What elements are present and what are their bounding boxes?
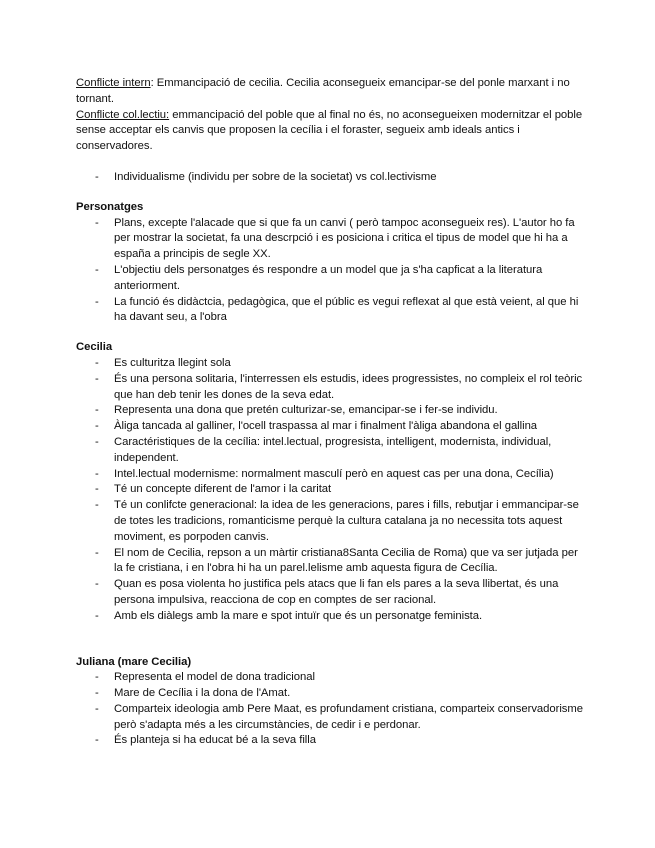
heading-juliana: Juliana (mare Cecilia) <box>76 655 192 668</box>
list-item: - Es culturitza llegint sola <box>76 356 586 372</box>
list-item: - Intel.lectual modernisme: normalment masculí però en aquest cas per una dona, Cecília) <box>76 467 586 483</box>
list-item: - Quan es posa violenta ho justifica pels atacs que li fan els pares a la seva llibertat, és una persona impulsiva, reacciona de cop en comptes de ser racional. <box>76 577 586 609</box>
list-item: - L'objectiu dels personatges és respondre a un model que ja s'ha capficat a la literatura anteriorment. <box>76 263 586 295</box>
conflict-collectiu-label: Conflicte col.lectiu: <box>76 108 170 121</box>
list-item: - Amb els diàlegs amb la mare e spot intuïr que és un personatge feminista. <box>76 609 586 625</box>
conflict-intern-text: : Emmancipació de cecilia. Cecilia aconsegueix emancipar-se del ponle marxant i no tornant. <box>76 77 570 105</box>
list-item: - Individualisme (individu per sobre de la societat) vs col.lectivisme <box>76 170 586 186</box>
conflict-intern-label: Conflicte intern <box>76 77 151 89</box>
list-item: - És planteja si ha educat bé a la seva filla <box>76 733 586 749</box>
intro-list <box>76 170 586 186</box>
heading-cecilia: Cecilia <box>76 341 113 354</box>
list-item: - Representa una dona que pretén culturizar-se, emancipar-se i fer-se individu. <box>76 403 586 419</box>
personatges-list <box>76 216 586 327</box>
list-item: - Comparteix ideologia amb Pere Maat, es profundament cristiana, comparteix conservadorisme però s'adapta més a les circumstàncies, de cedir i e perdonar. <box>76 702 586 734</box>
conflict-collectiu-paragraph <box>76 108 586 155</box>
conflict-collectiu-text: emmancipació del poble que al final no és, no aconsegueixen modernitzar el poble sense acceptar els canvis que proposen la cecília i el foraster, segueix amb ideals antics i conservadores. <box>76 108 583 153</box>
cecilia-list <box>76 356 586 625</box>
conflict-intern-paragraph <box>76 76 586 108</box>
list-item: - És una persona solitaria, l'interressen els estudis, idees progressistes, no compleix el rol teòric que han deb tenir les dones de la seva edat. <box>76 372 586 404</box>
list-item: - Àliga tancada al galliner, l'ocell traspassa al mar i finalment l'àliga abandona el gallina <box>76 419 586 435</box>
list-item: - Representa el model de dona tradicional <box>76 670 586 686</box>
list-item: - Té un concepte diferent de l'amor i la caritat <box>76 482 586 498</box>
list-item: - Mare de Cecília i la dona de l'Amat. <box>76 686 586 702</box>
list-item: - Plans, excepte l'alacade que si que fa un canvi ( però tampoc aconsegueix res). L'autor ho fa per mostrar la societat, fa una descrpció i es posiciona i critica el tipus de model que hi ha a españa a principis de segle XX. <box>76 216 586 263</box>
heading-personatges: Personatges <box>76 200 144 213</box>
list-item: - La funció és didàctcia, pedagògica, que el públic es vegui reflexat al que està veient, al que hi ha davant seu, a l'obra <box>76 295 586 327</box>
list-item: - El nom de Cecilia, repson a un màrtir cristiana8Santa Cecilia de Roma) que va ser jutjada per la fe cristiana, i en l'obra hi ha un parel.lelisme amb aquesta figura de Cecília. <box>76 546 586 578</box>
list-item: - Té un conlifcte generacional: la idea de les generacions, pares i fills, rebutjar i emmancipar-se de totes les tradicions, romanticisme perquè la cultura catalana ja no necessita tots aquest moviment, es porpoden canvis. <box>76 498 586 545</box>
document-page <box>76 76 586 749</box>
list-item: - Caractéristiques de la cecília: intel.lectual, progresista, intelligent, modernista, individual, independent. <box>76 435 586 467</box>
juliana-list <box>76 670 586 749</box>
